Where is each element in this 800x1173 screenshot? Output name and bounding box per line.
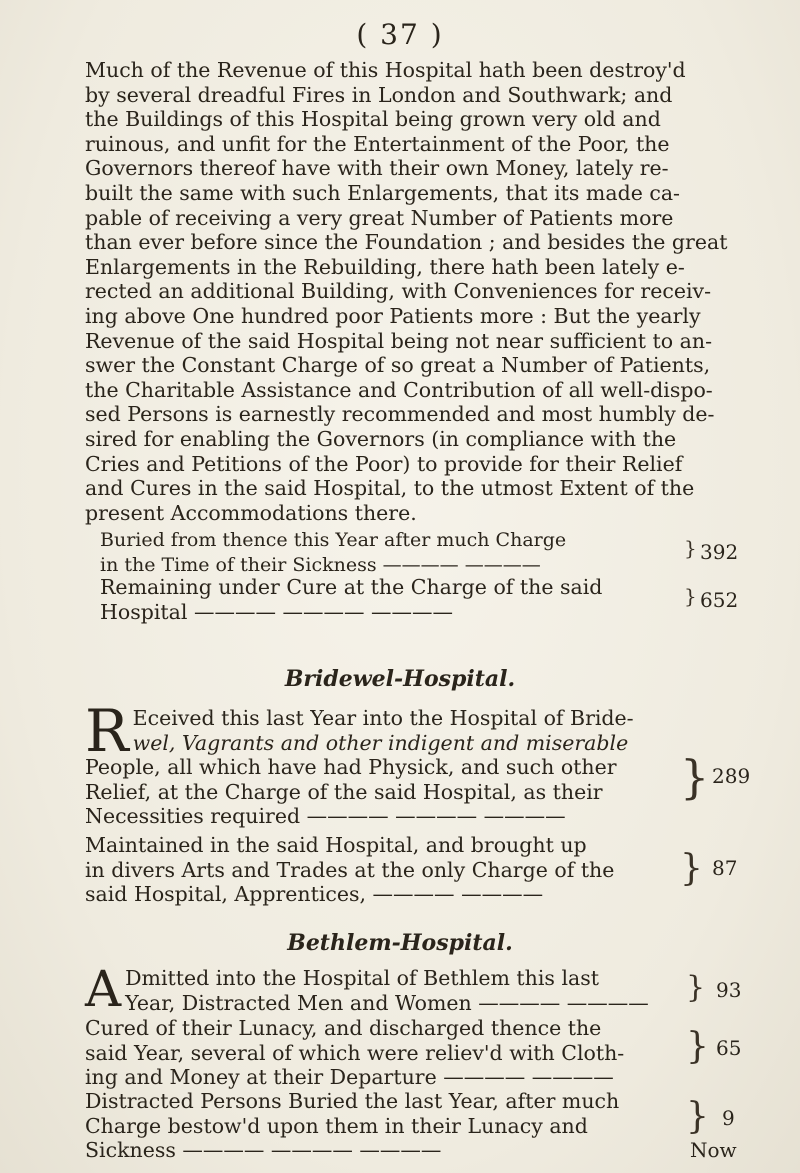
bethlem-cured-count: 65 (716, 1036, 742, 1060)
brace-icon: } (684, 536, 697, 560)
brace-icon: } (680, 848, 703, 889)
intro-line: pable of receiving a very great Number of Patients more (85, 205, 674, 230)
bethlem-admitted-count: 93 (716, 978, 742, 1002)
page-number: ( 37 ) (356, 18, 444, 51)
bridewell-apprentices-entry (85, 833, 665, 907)
brace-icon: } (686, 1096, 709, 1137)
entry-line: wel, Vagrants and other indigent and miserable (132, 730, 629, 755)
entry-line: Distracted Persons Buried the last Year, after much (85, 1089, 620, 1113)
entry-line: ing and Money at their Departure ———— ———— (85, 1065, 614, 1090)
bridewell-received-entry (85, 697, 645, 829)
entry-line: said Year, several of which were reliev'd with Cloth- (85, 1040, 625, 1065)
entry-line: said Hospital, Apprentices, ———— ———— (85, 882, 544, 907)
intro-line: Much of the Revenue of this Hospital hath been destroy'd (85, 58, 686, 82)
intro-line: rected an additional Building, with Conveniences for receiv- (85, 279, 712, 304)
intro-paragraph (85, 58, 728, 525)
bethlem-admitted-entry (85, 960, 665, 1018)
entry-line: Cured of their Lunacy, and discharged thence the (85, 1016, 602, 1040)
intro-line: swer the Constant Charge of so great a Number of Patients, (85, 353, 711, 378)
bethlem-buried-entry (85, 1089, 665, 1163)
remaining-count: 652 (700, 588, 739, 612)
intro-line: and Cures in the said Hospital, to the utmost Extent of the (85, 476, 695, 501)
intro-line: Enlargements in the Rebuilding, there hath been lately e- (85, 254, 685, 279)
buried-count: 392 (700, 540, 739, 564)
intro-line: ing above One hundred poor Patients more : But the yearly (85, 303, 701, 328)
entry-line: Hospital ———— ———— ———— (100, 599, 453, 624)
bethlem-heading: Bethlem-Hospital. (287, 930, 513, 956)
entry-line: Dmitted into the Hospital of Bethlem this last (125, 966, 599, 990)
brace-icon: } (686, 1026, 709, 1067)
entry-line: Remaining under Cure at the Charge of the said (100, 575, 603, 599)
intro-line: sed Persons is earnestly recommended and most humbly de- (85, 402, 715, 427)
bridewell-received-count: 289 (712, 764, 751, 788)
entry-line: Eceived this last Year into the Hospital of Bride- (132, 706, 634, 730)
bethlem-buried-count: 9 (722, 1106, 735, 1130)
catchword: Now (690, 1138, 737, 1162)
entry-line: Necessities required ———— ———— ———— (85, 804, 566, 829)
intro-line: present Accommodations there. (85, 500, 417, 525)
drop-cap: A (85, 960, 122, 1018)
entry-line: in the Time of their Sickness ———— ———— (100, 553, 541, 576)
intro-line: built the same with such Enlargements, that its made ca- (85, 180, 680, 205)
intro-line: the Charitable Assistance and Contribution of all well-dispo- (85, 377, 713, 402)
remaining-entry (100, 575, 720, 624)
intro-line: ruinous, and unfit for the Entertainment of the Poor, the (85, 131, 670, 156)
intro-line: Cries and Petitions of the Poor) to provide for their Relief (85, 451, 683, 476)
entry-line: People, all which have had Physick, and such other (85, 755, 617, 780)
entry-line: Relief, at the Charge of the said Hospital, as their (85, 779, 603, 804)
intro-line: Revenue of the said Hospital being not near sufficient to an- (85, 328, 713, 353)
brace-icon: } (684, 584, 697, 608)
buried-entry (100, 528, 720, 577)
brace-icon: } (686, 970, 706, 1005)
entry-line: Maintained in the said Hospital, and brought up (85, 833, 587, 857)
brace-icon: } (680, 750, 710, 804)
intro-line: Governors thereof have with their own Money, lately re- (85, 156, 669, 181)
bridewell-heading: Bridewel-Hospital. (284, 666, 516, 692)
intro-line: by several dreadful Fires in London and Southwark; and (85, 82, 673, 107)
bethlem-cured-entry (85, 1016, 665, 1090)
intro-line: than ever before since the Foundation ; and besides the great (85, 230, 728, 255)
entry-line: Sickness ———— ———— ———— (85, 1138, 442, 1163)
entry-line: Buried from thence this Year after much Charge (100, 529, 567, 551)
intro-line: sired for enabling the Governors (in compliance with the (85, 426, 677, 451)
intro-line: the Buildings of this Hospital being grown very old and (85, 107, 661, 132)
entry-line: Year, Distracted Men and Women ———— ———— (125, 990, 649, 1015)
bridewell-apprentices-count: 87 (712, 856, 738, 880)
entry-line: Charge bestow'd upon them in their Lunacy and (85, 1113, 588, 1138)
drop-cap: R (85, 697, 129, 765)
entry-line: in divers Arts and Trades at the only Charge of the (85, 857, 615, 882)
